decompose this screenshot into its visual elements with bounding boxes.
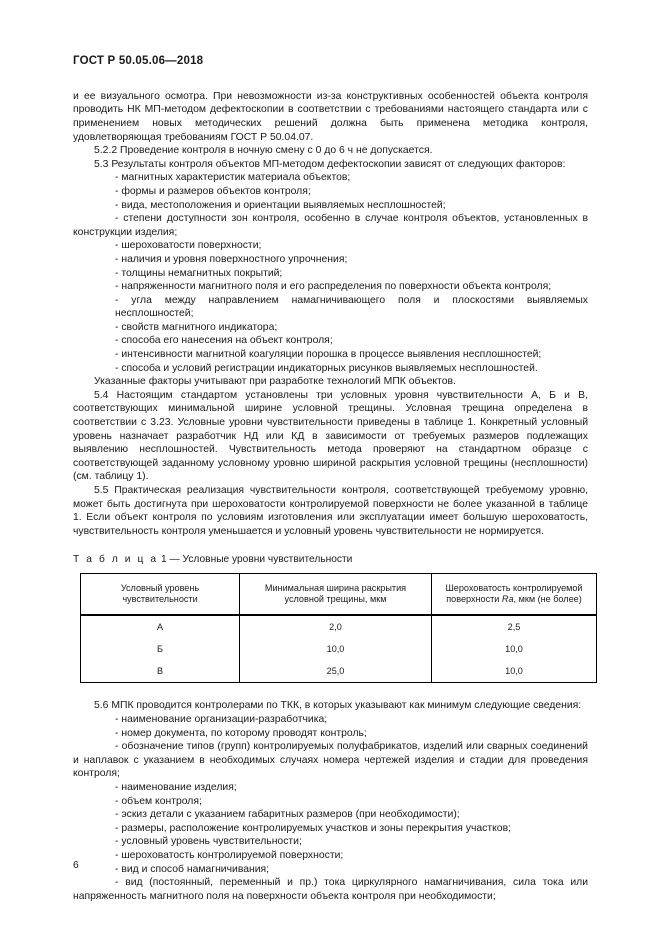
- table-header-level: [81, 574, 240, 616]
- list-item: - наименование организации-разработчика;: [115, 713, 328, 725]
- table-header-level-line2: чувствительности: [122, 594, 198, 605]
- list-item: - обозначение типов (групп) контролируемых полуфабрикатов, изделий или сварных соединений и наплавок с указанием в необходимых случаях номера чертежей изделия и стадии для проведения контроля;: [73, 741, 588, 780]
- table-row: [81, 660, 597, 683]
- list-item: - степени доступности зон контроля, особенно в случае контроля объектов, установленных в конструкции изделия;: [73, 213, 588, 238]
- list-item: - способа и условий регистрации индикаторных рисунков выявляемых несплошностей.: [115, 362, 538, 374]
- table-header-row: [81, 574, 597, 616]
- list-item: - наименование изделия;: [115, 781, 237, 793]
- cell-min-width: 2,0: [240, 615, 432, 638]
- list-item: - способа его нанесения на объект контроля;: [115, 335, 333, 347]
- document-body: [73, 90, 588, 904]
- table-caption-dash: —: [169, 554, 180, 566]
- list-item: - условный уровень чувствительности;: [115, 836, 302, 848]
- cell-roughness: 2,5: [432, 615, 597, 638]
- clause-5-4: 5.4 Настоящим стандартом установлены три условных уровня чувствительности А, Б и В, соответствующих минимальной ширине условной трещины. Условная трещина определена в соответствии с 3.23. Условные уровни чувствительности приведены в таблице 1. Конкретный условный уровень назначает разработчик НД или КД в зависимости от требуемых размеров подлежащих выявлению несплошностей. Чувствительность метода проверяют на стандартном образце с соответствующей заданному условному уровню шириной раскрытия условной трещины (несплошности) (см. таблицу 1).: [73, 389, 588, 483]
- list-item: - магнитных характеристик материала объектов;: [115, 172, 351, 184]
- list-item: - эскиз детали с указанием габаритных размеров (при необходимости);: [115, 809, 460, 821]
- list-item: - формы и размеров объектов контроля;: [115, 185, 311, 197]
- table-header-roughness-pre: поверхности: [446, 594, 502, 605]
- table-body: [81, 615, 597, 683]
- clause-5-3: 5.3 Результаты контроля объектов МП-методом дефектоскопии зависят от следующих факторов:: [94, 158, 566, 170]
- table-header-roughness-symbol: Ra: [501, 594, 514, 605]
- table-header-min-width-line1: Минимальная ширина раскрытия: [264, 582, 407, 593]
- list-item: - толщины немагнитных покрытий;: [115, 267, 283, 279]
- table-caption-title: Условные уровни чувствительности: [182, 554, 353, 566]
- cell-roughness: 10,0: [432, 660, 597, 683]
- cell-roughness: 10,0: [432, 638, 597, 660]
- table-caption-number: 1: [161, 554, 167, 566]
- post-table-content: [73, 699, 588, 903]
- list-item: - объем контроля;: [115, 795, 202, 807]
- table-caption: [73, 553, 588, 566]
- list-item: - шероховатости поверхности;: [115, 240, 262, 252]
- page-header: ГОСТ Р 50.05.06—2018: [73, 55, 204, 67]
- list-item: - вид и способ намагничивания;: [115, 863, 270, 875]
- table-head: [81, 574, 597, 616]
- cell-min-width: 10,0: [240, 638, 432, 660]
- clause-5-2-2: 5.2.2 Проведение контроля в ночную смену с 0 до 6 ч не допускается.: [94, 145, 433, 157]
- table-row: [81, 615, 597, 638]
- cell-level: Б: [81, 638, 240, 660]
- table-row: [81, 638, 597, 660]
- table-header-roughness-line1: Шероховатость контролируемой: [445, 582, 583, 593]
- list-item: - угла между направлением намагничивающего поля и плоскостями выявляемых несплошностей;: [115, 294, 588, 320]
- list-item: - шероховатость контролируемой поверхности;: [115, 849, 344, 861]
- list-item: - номер документа, по которому проводят контроль;: [115, 727, 367, 739]
- cell-min-width: 25,0: [240, 660, 432, 683]
- table-header-roughness: [432, 574, 597, 616]
- factors-note: Указанные факторы учитывают при разработке технологий МПК объектов.: [94, 376, 456, 388]
- list-item: - свойств магнитного индикатора;: [115, 321, 278, 333]
- table-caption-label: Т а б л и ц а: [73, 554, 159, 566]
- list-item: - напряженности магнитного поля и его распределения по поверхности объекта контроля;: [115, 281, 552, 293]
- table-header-min-width-line2: условной трещины, мкм: [284, 594, 387, 605]
- list-item: - вид (постоянный, переменный и пр.) тока циркулярного намагничивания, сила тока или напряженность магнитного поля на поверхности объекта контроля при необходимости;: [73, 877, 588, 902]
- cell-level: А: [81, 615, 240, 638]
- list-item: - интенсивности магнитной коагуляции порошка в процессе выявления несплошностей;: [115, 349, 542, 361]
- table-header-roughness-post: , мкм (не более): [513, 594, 582, 605]
- list-item: - наличия и уровня поверхностного упрочнения;: [115, 253, 348, 265]
- sensitivity-levels-table: [80, 573, 597, 683]
- table-header-min-width: [240, 574, 432, 616]
- cell-level: В: [81, 660, 240, 683]
- clause-5-5: 5.5 Практическая реализация чувствительности контроля, соответствующей требуемому уровню, может быть достигнута при шероховатости контролируемой поверхности не более указанной в таблице 1. Если объект контроля по условиям изготовления или эксплуатации имеет большую шероховатость, чувствительность контроля уменьшается и условный уровень чувствительности не нормируется.: [73, 485, 588, 537]
- clause-5-6: 5.6 МПК проводится контролерами по ТКК, в которых указывают как минимум следующие сведения:: [94, 700, 582, 712]
- list-item: - вида, местоположения и ориентации выявляемых несплошностей;: [115, 199, 446, 211]
- list-item: - размеры, расположение контролируемых участков и зоны перекрытия участков;: [115, 822, 511, 834]
- paragraph-continued: и ее визуального осмотра. При невозможности из-за конструктивных особенностей объекта контроля проводить НК МП-методом дефектоскопии в соответствии с требованиями настоящего стандарта или с применением новых методических решений должна быть применена методика контроля, удовлетворяющая требованиям ГОСТ Р 50.04.07.: [73, 90, 588, 143]
- table-header-level-line1: Условный уровень: [120, 582, 200, 593]
- page-number: 6: [73, 860, 79, 871]
